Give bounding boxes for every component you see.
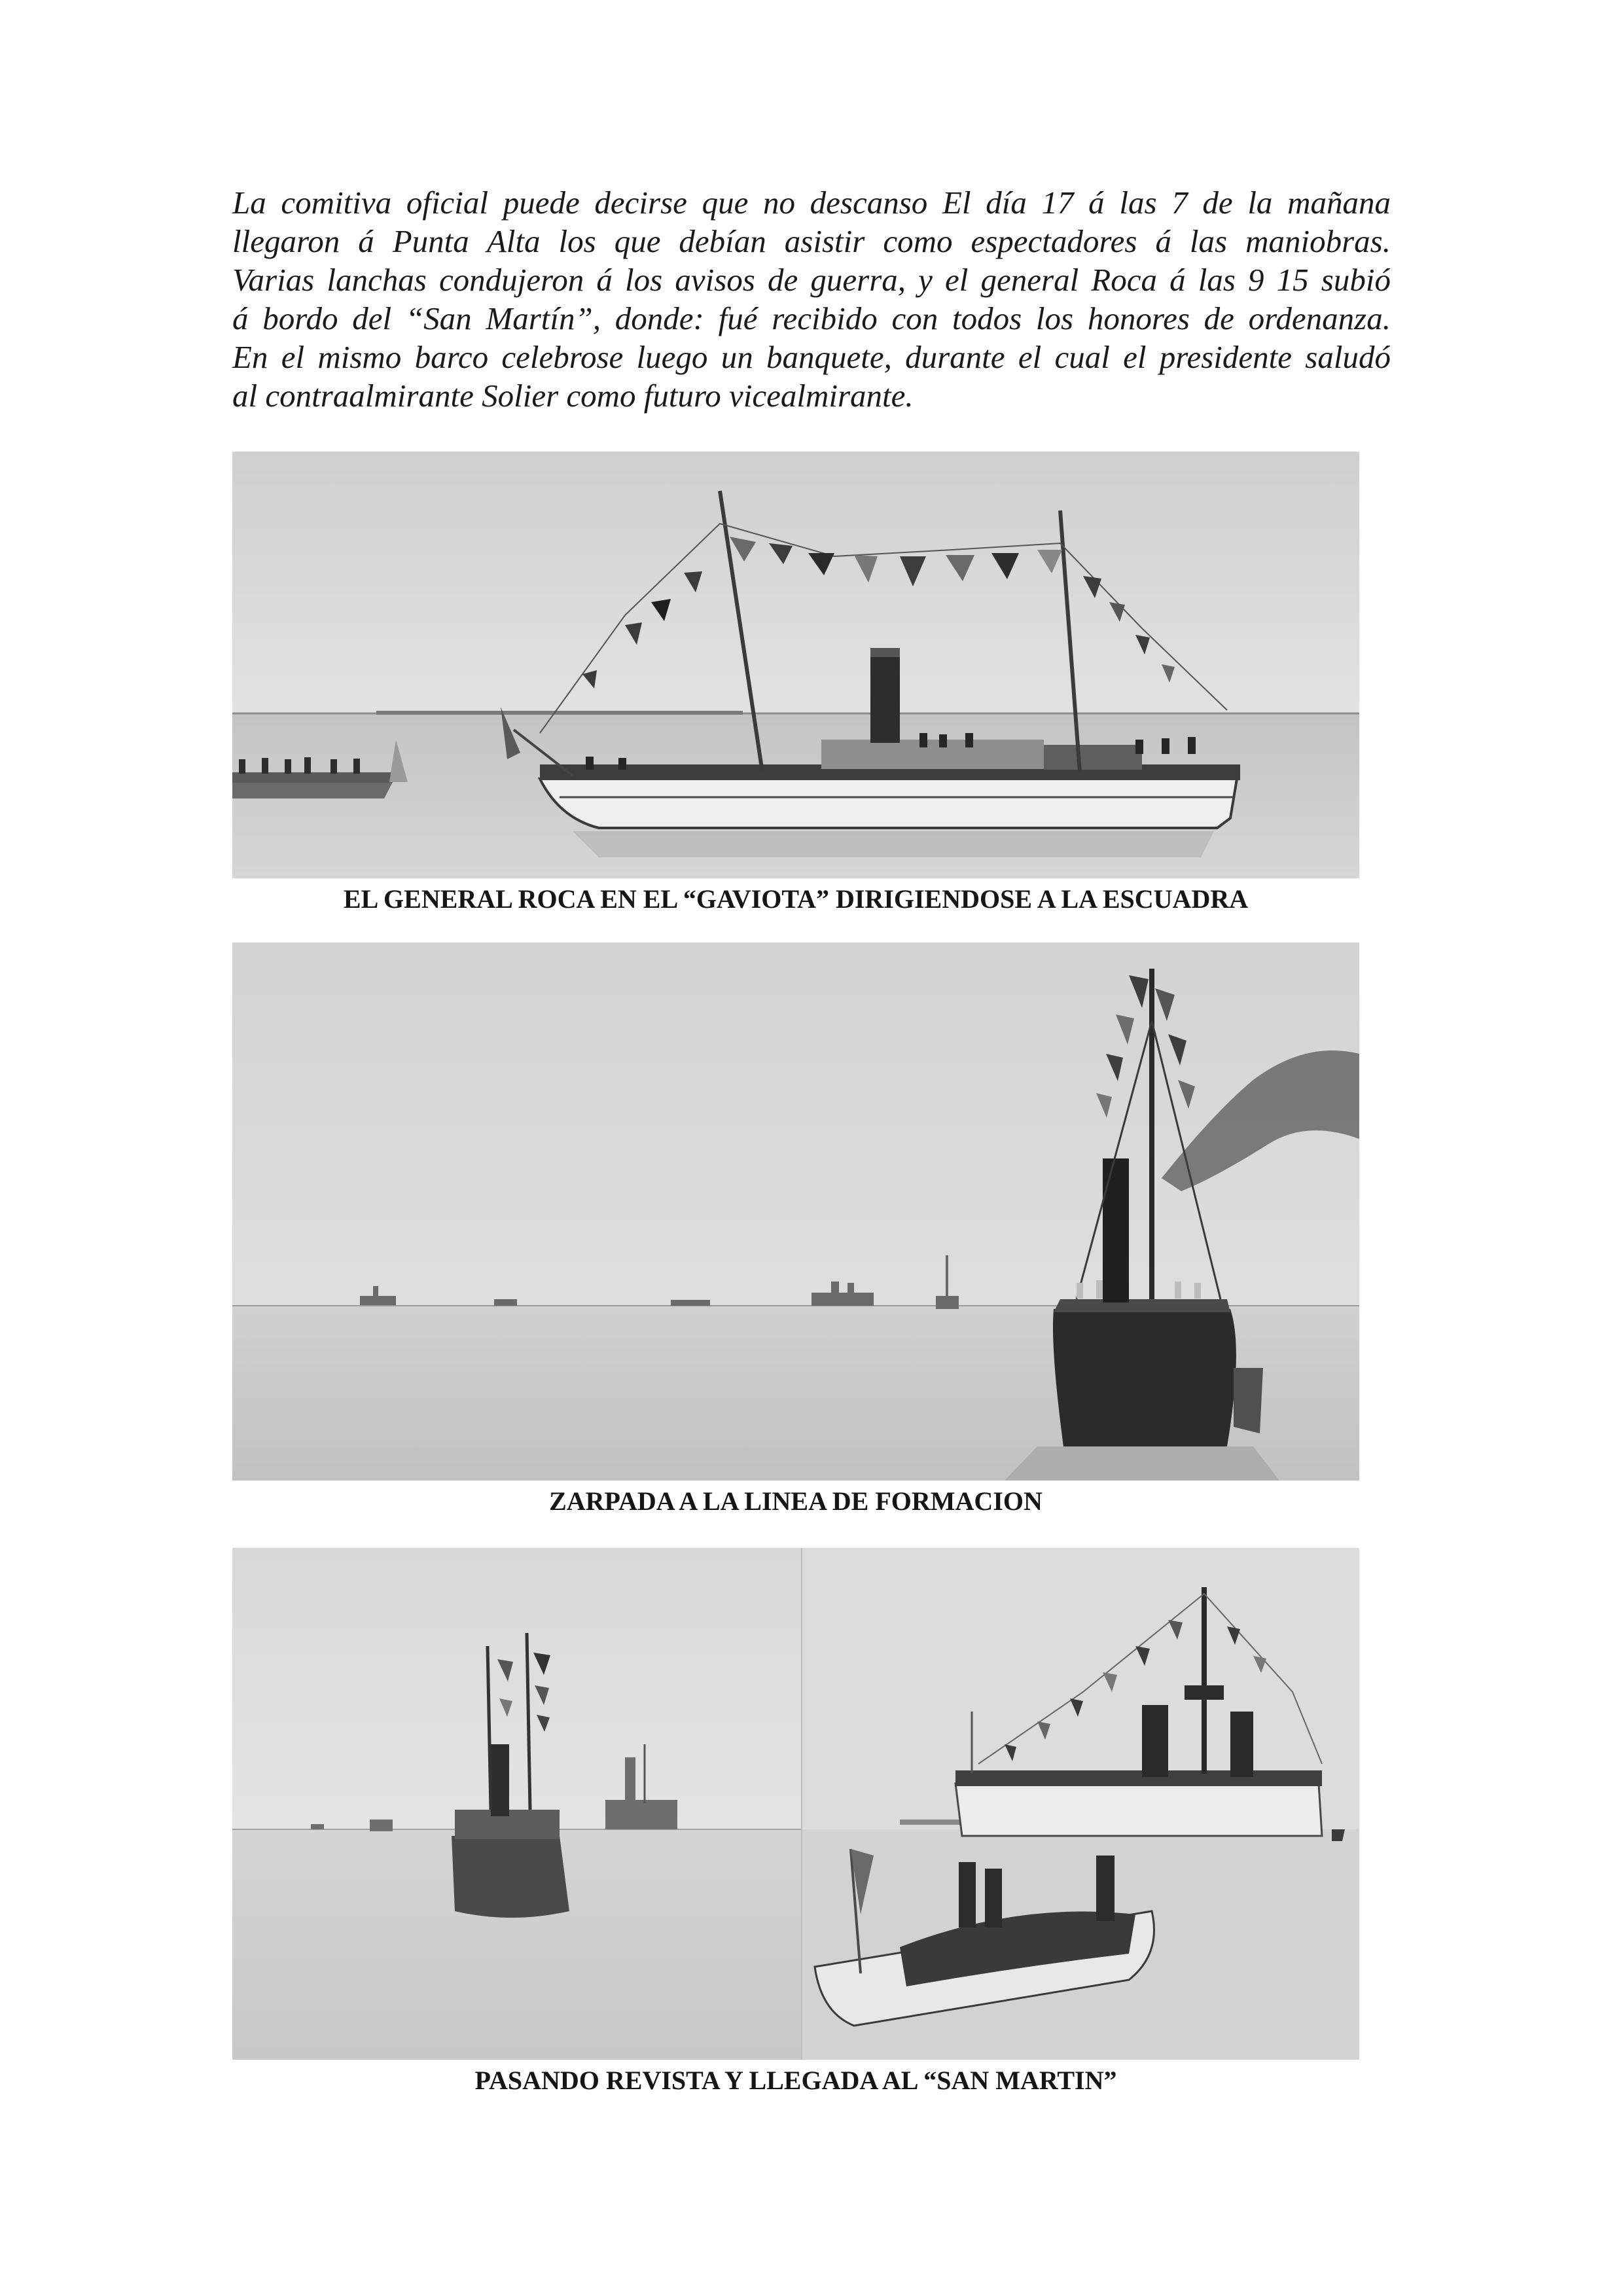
photo-caption-departure: ZARPADA A LA LINEA DE FORMACION: [549, 1486, 1043, 1516]
intro-line: á bordo del “San Martín”, donde: fué recibido con todos los honores de ordenanza.: [232, 300, 1391, 336]
photo-departure-formation: [232, 942, 1359, 1480]
intro-line: Varias lanchas condujeron á los avisos de guerra, y el general Roca á las 9 15 subió: [232, 262, 1391, 298]
photo-caption-review: PASANDO REVISTA Y LLEGADA AL “SAN MARTIN”: [474, 2066, 1117, 2095]
photo-caption-gaviota: EL GENERAL ROCA EN EL “GAVIOTA” DIRIGIENDOSE A LA ESCUADRA: [343, 884, 1249, 914]
intro-line: al contraalmirante Solier como futuro vicealmirante.: [232, 378, 914, 414]
photo-gaviota-steamer: [232, 452, 1359, 878]
intro-paragraph: [232, 183, 1391, 415]
intro-line: llegaron á Punta Alta los que debían asistir como espectadores á las maniobras.: [232, 223, 1391, 259]
intro-line: La comitiva oficial puede decirse que no descanso El día 17 á las 7 de la mañana: [232, 185, 1391, 221]
photo-review-arrival: [232, 1548, 1359, 2060]
intro-line: En el mismo barco celebrose luego un banquete, durante el cual el presidente saludó: [232, 339, 1391, 375]
